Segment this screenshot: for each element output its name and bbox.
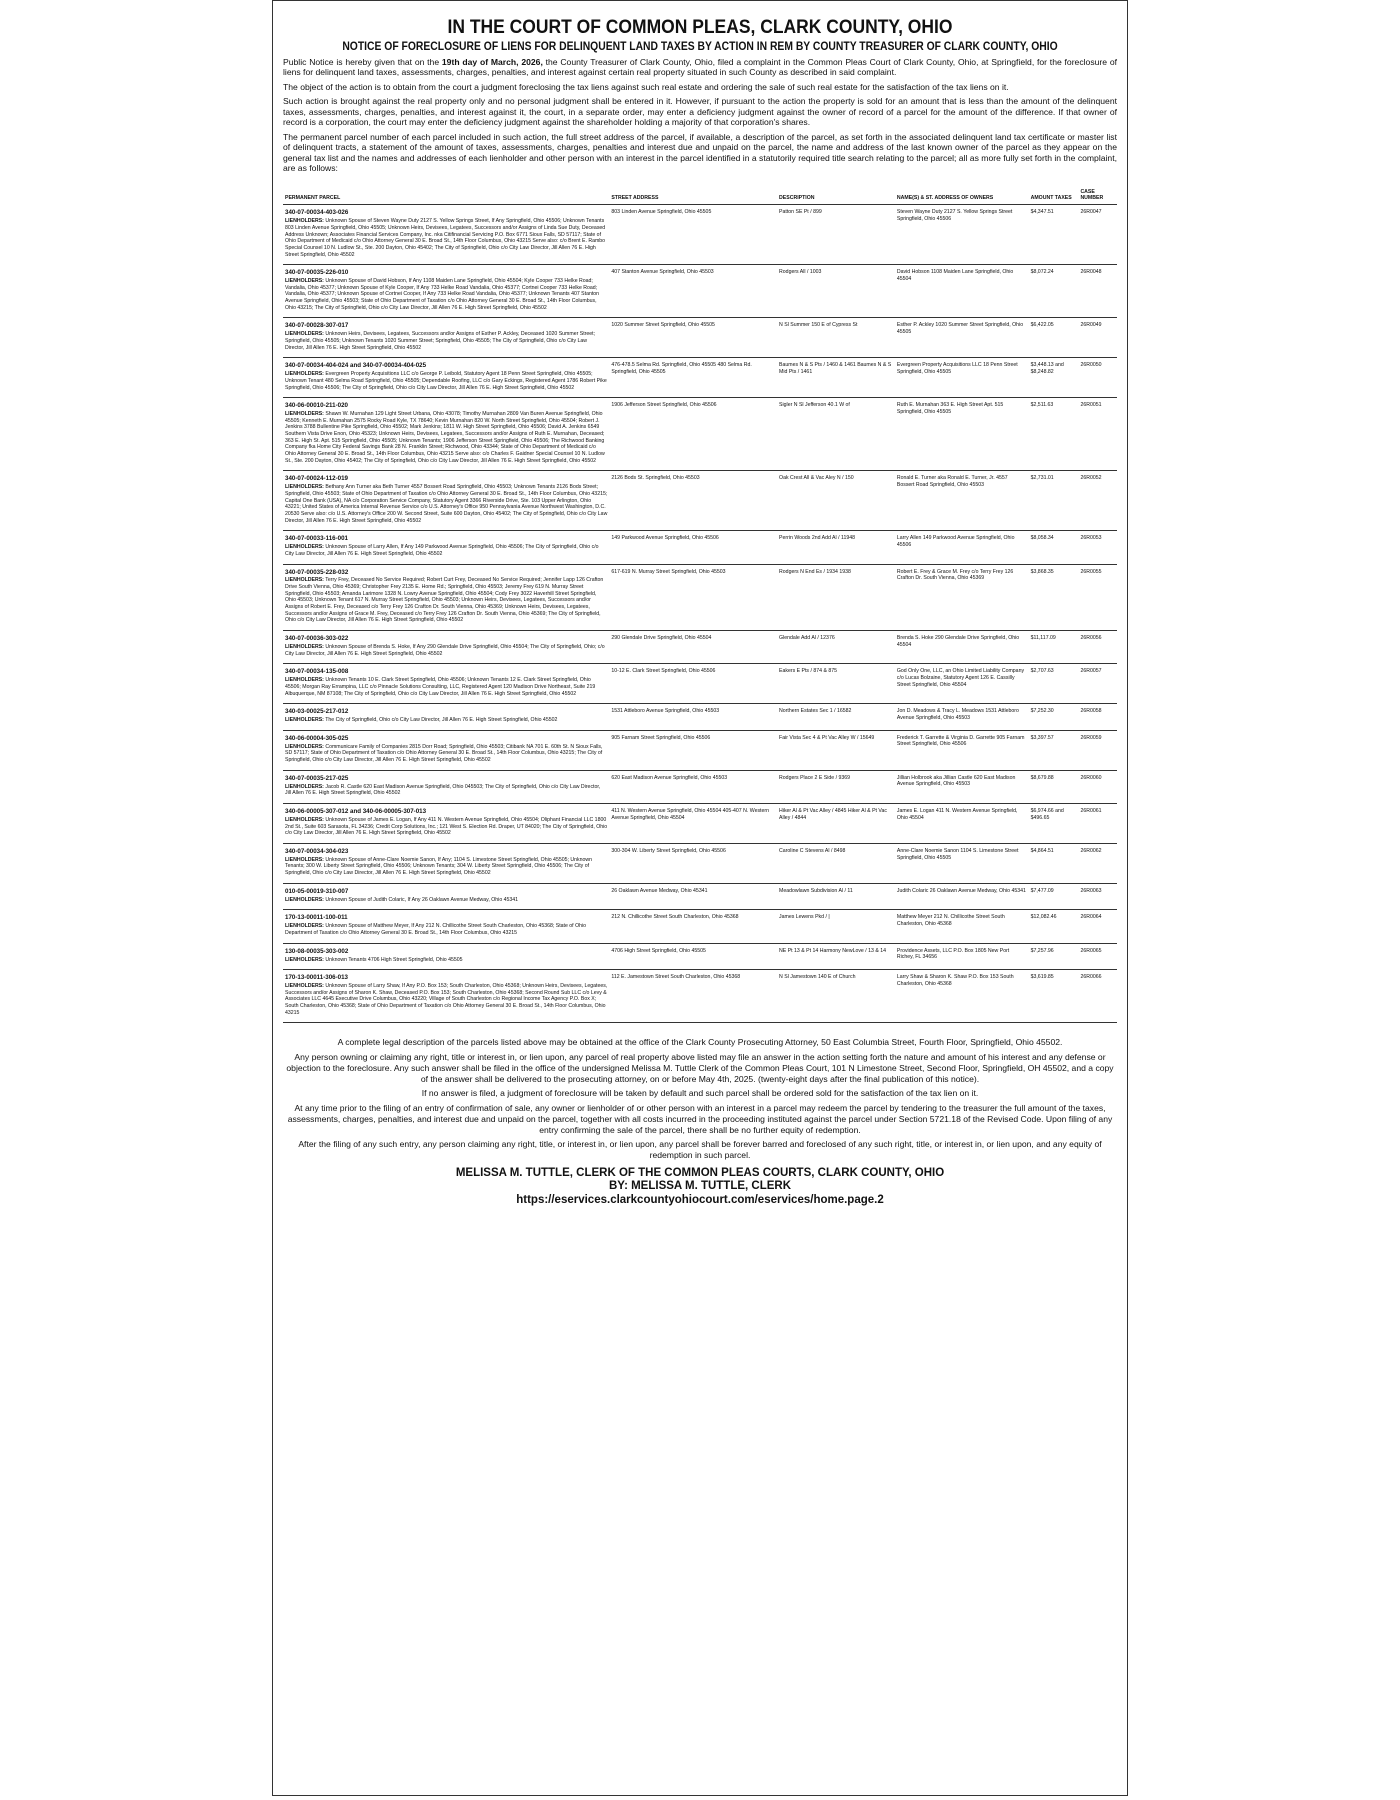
parcel-cell [283,205,609,265]
amount-taxes-cell: $3,397.57 [1029,730,1079,770]
eservices-url[interactable]: https://eservices.clarkcountyohiocourt.com/eservices/home.page.2 [516,1193,884,1206]
description-cell: James Lewens Pkd / | [777,910,895,943]
lienholders-label: LIENHOLDERS: [285,677,324,684]
owner-cell: Providence Assets, LLC P.O. Box 1805 New Port Richey, FL 34656 [895,943,1029,970]
clerk-signature-line-2: BY: MELISSA M. TUTTLE, CLERK [608,1180,792,1193]
lienholders-list: Unknown Spouse of James E. Logan, If Any 411 N. Western Avenue Springfield, Ohio 45504; Oliphant Financial LLC 1800 2nd St., Suite 603 Sarasota, FL 34236; Credit Corp Solutions, Inc.; 121 West S. Election Rd. Draper, UT 84020; The City of Springfield, Ohio c/o City Law Director, Jill Allen 76 E. High Street Springfield, Ohio 45502 [285,816,608,837]
amount-taxes-cell: $8,679.88 [1029,770,1079,803]
lienholders-text [285,218,607,258]
intro-paragraph-1 [283,57,1117,78]
lienholders-text [285,577,607,624]
filing-date: 19th day of March, 2026, [441,57,543,67]
street-address-cell: 10-12 E. Clark Street Springfield, Ohio 45506 [609,664,777,704]
case-number-cell: 26R0052 [1078,471,1117,531]
parcel-number: 340-07-00034-403-026 [285,209,349,217]
parcel-number: 340-07-00024-112-019 [285,475,348,483]
lienholders-list: Bethany Ann Turner aka Beth Turner 4557 Bossert Road Springfield, Ohio 45503; Unknown Tenants 2126 Bods Street; Springfield, Ohio 45503; State of Ohio Department of Taxation c/o Ohio Attorney General 30 E. Broad St., 14th Floor Columbus, Ohio 43215; Capital One Bank (USA), NA c/o Corporation Service Company, Statutory Agent 3366 Riverside Drive, Ste. 103 Upper Arlington, Ohio 43221; United States of America Internal Revenue Service c/o U.S. Attorney's Office 950 Pennsylvania Avenue Northwest Washington, D.C. 20530 Serve also: c/o U.S. Attorney's Office 200 W. Second Street, Suite 600 Dayton, Ohio 45402; The City of Springfield, Ohio c/o City Law Director, Jill Allen 76 E. High Street Springfield, Ohio 45502 [285,484,608,524]
amount-taxes-cell: $2,731.01 [1029,471,1079,531]
street-address-cell: 1906 Jefferson Street Springfield, Ohio 45506 [609,398,777,471]
parcel-number: 130-08-00035-303-002 [285,947,349,955]
amount-taxes-cell: $2,511.63 [1029,398,1079,471]
parcel-number: 340-06-00004-305-025 [285,734,349,742]
owner-cell: Jon D. Meadows & Tracy L. Meadows 1531 Attleboro Avenue Springfield, Ohio 45503 [895,704,1029,731]
lienholders-text [285,278,607,311]
description-cell: Oak Crest All & Vac Aley N / 150 [777,471,895,531]
case-number-cell: 26R0066 [1078,970,1117,1023]
lienholders-list: Evergreen Property Acquisitions LLC c/o George P. Leibold, Statutory Agent 18 Penn Street Springfield, Ohio 45505; Unknown Tenant 480 Selma Road Springfield, Ohio 45505; Dependable Roofing, LLC c/o Gary Eckings, Registered Agent 1786 Robert Pike Springfield, Ohio 45506; The City of Springfield, Ohio c/o City Law Director, Jill Allen 76 E. High Street Springfield, Ohio 45502 [285,371,607,391]
parcel-cell [283,910,609,943]
intro-p1-text-a: Public Notice is hereby given that on the [283,57,442,67]
parcel-cell [283,943,609,970]
footer-paragraph-1: A complete legal description of the parcels listed above may be obtained at the office of the Clark County Prosecuting Attorney, 50 East Columbia Street, Fourth Floor, Springfield, Ohio 45502. [337,1037,1063,1048]
lienholders-label: LIENHOLDERS: [285,218,324,225]
table-row [283,803,1117,843]
parcel-cell [283,265,609,318]
lienholders-text [285,857,607,877]
lienholders-label: LIENHOLDERS: [285,856,324,863]
lienholders-list: Unknown Heirs, Devisees, Legatees, Successors and/or Assigns of Esther P. Ackley, Deceased 1020 Summer Street; Springfield, Ohio 45505; Unknown Tenants 1020 Summer Street; Springfield, Ohio 45505; The City of Springfield, Ohio c/o City Law Director, Jill Allen 76 E. High Street Springfield, Ohio 45502 [285,331,596,351]
parcel-number: 340-07-00034-404-024 and 340-07-00034-404-025 [285,362,427,370]
table-row [283,358,1117,398]
lienholders-text [285,484,607,524]
lienholders-label: LIENHOLDERS: [285,577,324,584]
table-row [283,770,1117,803]
parcel-cell [283,843,609,883]
parcel-number: 340-06-00010-211-020 [285,402,348,410]
lienholders-text [285,331,607,351]
street-address-cell: 1531 Attleboro Avenue Springfield, Ohio 45503 [609,704,777,731]
owner-cell: Ronald E. Turner aka Ronald E. Turner, Jr. 4557 Bossert Road Springfield, Ohio 45503 [895,471,1029,531]
amount-taxes-cell: $6,422.05 [1029,318,1079,358]
description-cell: Glendale Add Al / 12376 [777,631,895,664]
header-description: DESCRIPTION [777,190,895,205]
lienholders-list: Unknown Tenants 4706 High Street Springfield, Ohio 45505 [323,956,463,963]
case-number-cell: 26R0060 [1078,770,1117,803]
table-row [283,205,1117,265]
street-address-cell: 212 N. Chillicothe Street South Charleston, Ohio 45368 [609,910,777,943]
lienholders-text [285,897,607,904]
description-cell: Sigler N Sl Jefferson 40.1 W of [777,398,895,471]
lienholders-list: The City of Springfield, Ohio c/o City Law Director, Jill Allen 76 E. High Street Springfield, Ohio 45502 [323,717,558,724]
table-row [283,730,1117,770]
intro-paragraph-3: Such action is brought against the real property only and no personal judgment shall be entered in it. However, if pursuant to the action the property is sold for an amount that is less than the amount of the delinquent taxes, assessments, charges, penalties, and interest against it, the court, in a separate order, may enter a deficiency judgment against the owner of record of a parcel for the amount of the difference. If that owner of record is a corporation, the court may enter the deficiency judgment against the shareholder holding a majority of that corporation's shares. [283,96,1117,128]
description-cell: NE Pt 13 & Pt 14 Harmony NewLove / 13 & 14 [777,943,895,970]
table-row [283,843,1117,883]
lienholders-label: LIENHOLDERS: [285,544,324,551]
street-address-cell: 1020 Summer Street Springfield, Ohio 45505 [609,318,777,358]
description-cell: Northern Estates Sec 1 / 16582 [777,704,895,731]
header-permanent-parcel: PERMANENT PARCEL [283,190,609,205]
lienholders-list: Terry Frey, Deceased No Service Required; Robert Curt Frey, Deceased No Service Required; Jennifer Lapp 126 Crafton Drive South Vienna, Ohio 45369; Christopher Frey 2135 E. Home Rd.; Springfield, Ohio 45503; Jeremy Frey 619 N. Murray Street Springfield, Ohio 45503; Amanda Larimore 1328 N. Lowry Avenue Springfield, Ohio 45504; Cody Frey 3022 Haverhill Street Springfield, Ohio 45503; Unknown Tenant 617 N. Murray Street Springfield, Ohio 45503; Unknown Heirs, Devisees, Legatees, Successors and/or Assigns of Robert E. Frey, Deceased c/o Terry Frey 126 Crafton Dr. South Vienna, Ohio 45369; Unknown Heirs, Devisees, Legatees, Successors and/or Assigns of Grace M. Frey, Deceased c/o Terry Frey 126 Crafton Dr. South Vienna, Ohio 45369; The City of Springfield, Ohio c/o City Law Director, Jill Allen 76 E. High Street Springfield, Ohio 45502 [285,577,604,624]
lienholders-label: LIENHOLDERS: [285,331,324,338]
street-address-cell: 2126 Bods St. Springfield, Ohio 45503 [609,471,777,531]
lienholders-list: Unknown Spouse of Judith Colaric, If Any 26 Oaklawn Avenue Medway, Ohio 45341 [323,896,519,903]
amount-taxes-cell: $8,072.24 [1029,265,1079,318]
table-row [283,564,1117,631]
lienholders-label: LIENHOLDERS: [285,278,324,285]
owner-cell: Brenda S. Hoke 290 Glendale Drive Springfield, Ohio 45504 [895,631,1029,664]
table-row [283,471,1117,531]
parcel-cell [283,883,609,910]
description-cell: Fair Vista Sec 4 & Pt Vac Alley W / 15649 [777,730,895,770]
owner-cell: Robert E. Frey & Grace M. Frey c/o Terry Frey 126 Crafton Dr. South Vienna, Ohio 45369 [895,564,1029,631]
description-cell: Baumes N & S Pts / 1460 & 1461 Baumes N & S Mid Pts / 1461 [777,358,895,398]
case-number-cell: 26R0055 [1078,564,1117,631]
table-row [283,398,1117,471]
case-number-cell: 26R0061 [1078,803,1117,843]
footer-paragraph-2: Any person owning or claiming any right, title or interest in, or lien upon, any parcel of real property above listed may file an answer in the action setting forth the nature and amount of his interest and any defense or objection to the foreclosure. Any such answer shall be filed in the office of the undersigned Melissa M. Tuttle Clerk of the Common Pleas Court, 101 N Limestone Street, Second Floor, Springfield, OH 45502, and a copy of the answer shall be delivered to the prosecuting attorney, on or before May 4th, 2025. (twenty-eight days after the final publication of this notice). [286,1052,1114,1084]
owner-cell: Anne-Clare Noemie Sanon 1104 S. Limestone Street Springfield, Ohio 45505 [895,843,1029,883]
description-cell: Perrin Woods 2nd Add Al / 11948 [777,531,895,564]
clerk-signature-line-1: MELISSA M. TUTTLE, CLERK OF THE COMMON PLEAS COURTS, CLARK COUNTY, OHIO [455,1166,945,1179]
lienholders-label: LIENHOLDERS: [285,411,324,418]
case-number-cell: 26R0063 [1078,883,1117,910]
lienholders-list: Unknown Tenants 10 E. Clark Street Springfield, Ohio 45506; Unknown Tenants 12 E. Clark Street Springfield, Ohio 45506; Morgan Ray Errampina, LLC c/o Pinnacle Solutions Consulting, LLC, Registered Agent 120 Madison Drive Northeast, Suite 219 Albuquerque, NM 87108; The City of Springfield, Ohio c/o City Law Director, Jill Allen 76 E. High Street Springfield, Ohio 45502 [285,677,596,697]
amount-taxes-cell: $2,707.63 [1029,664,1079,704]
intro-p1-text-b: the County Treasurer of Clark County, Ohio, filed a complaint in the Common Pleas Court of Clark County, Ohio, at Springfield, for the foreclosure of liens for delinquent land taxes, assessments, charges, penalties, and interest against certain real property situated in such County as described in said complaint. [283,57,1117,78]
parcel-number: 340-07-00034-135-008 [285,668,349,676]
description-cell: Rodgers Place 2 E Side / 9369 [777,770,895,803]
lienholders-list: Unknown Spouse of Steven Wayne Duty 2127 S. Yellow Springs Street, If Any Springfield, Ohio 45506; Unknown Tenants 803 Linden Avenue Springfield, Ohio 45505; Unknown Heirs, Devisees, Legatees, Successors and/or Assigns of Linda Sue Duty, Deceased Address Unknown; Associates Financial Services Company, Inc. nka Citifinancial Servicing P.O. Box 6771 Sioux Falls, SD 57117; State of Ohio Department of Medicaid c/o Ohio Attorney General 30 E. Broad St., 14th Floor Columbus, Ohio 43215 Serve also: c/o Brent E. Rambo Special Counsel 10 N. Ludlow St., Ste. 200 Dayton, Ohio 45402; The City of Springfield, Ohio c/o City Law Director, Jill Allen 76 E. High Street Springfield, Ohio 45502 [285,218,606,258]
lienholders-list: Shawn W. Murnahan 129 Light Street Urbana, Ohio 43078; Timothy Murnahan 2809 Van Buren Avenue Springfield, Ohio 45505; Kenneth E. Murnahan 2575 Rocky Road Kyle, TX 78640; Kevin Murnahan 820 W. North Street Springfield, Ohio 45504; Robert J. Jenkins 3788 Bullentine Pike Springfield, Ohio 45502; Mark Jenkins; 1811 W. High Street Springfield, Ohio 45506; David A. Jenkins 6549 Southern Vista Drive Enon, Ohio 45323; Unknown Heirs, Devisees, Legatees, Successors and/or Assigns of Ruth E. Murnahan, Deceased; 363 E. High St. Apt. 515 Springfield, Ohio 45505; Unknown Tenants; 1906 Jefferson Street Springfield, Ohio 45506; The Richwood Banking Company fka Home City Federal Savings Bank 28 N. Franklin Street; Richwood, Ohio 43344; State of Ohio Department of Medicaid c/o Ohio Attorney General 30 E. Broad St., 14th Floor Columbus, Ohio 43215 Serve also: c/o Charles F. Gaidner Special Counsel 10 N. Ludlow St., Ste. 200 Dayton, Ohio 45402; The City of Springfield, Ohio c/o City Law Director, Jill Allen 76 E. High Street Springfield, Ohio 45502 [285,411,605,464]
lienholders-label: LIENHOLDERS: [285,371,324,378]
lienholders-text [285,544,607,557]
description-cell: Rodgers All / 1003 [777,265,895,318]
owner-cell: Steven Wayne Duty 2127 S. Yellow Springs Street Springfield, Ohio 45506 [895,205,1029,265]
case-number-cell: 26R0047 [1078,205,1117,265]
street-address-cell: 617-619 N. Murray Street Springfield, Ohio 45503 [609,564,777,631]
street-address-cell: 620 East Madison Avenue Springfield, Ohio 45503 [609,770,777,803]
case-number-cell: 26R0053 [1078,531,1117,564]
table-row [283,910,1117,943]
table-header-row [283,190,1117,205]
lienholders-list: Unknown Spouse of Anne-Clare Noemie Sanon, If Any; 1104 S. Limestone Street Springfield, Ohio 45505; Unknown Tenants; 300 W. Liberty Street Springfield, Ohio 45506; Unknown Tenants; 304 W. Liberty Street Springfield, Ohio 45506; The City of Springfield, Ohio c/o City Law Director, Jill Allen 76 E. High Street Springfield, Ohio 45502 [285,856,592,877]
lienholders-label: LIENHOLDERS: [285,956,324,963]
table-row [283,883,1117,910]
owner-cell: Evergreen Property Acquisitions LLC 18 Penn Street Springfield, Ohio 45505 [895,358,1029,398]
description-cell: Hiker Al & Pt Vac Alley / 4845 Hiker Al & Pt Vac Alley / 4844 [777,803,895,843]
lienholders-text [285,923,607,936]
parcel-cell [283,970,609,1023]
parcel-cell [283,398,609,471]
lienholders-list: Unknown Spouse of David Hobson, If Any 1108 Maiden Lane Springfield, Ohio 45504; Kyle Cooper 733 Helke Road; Vandalia, Ohio 45377; Unknown Spouse of Kyle Cooper, If Any 733 Helke Road Vandalia, Ohio 45377; Cortnei Cooper 733 Helke Road; Vandalia, Ohio 45377; Unknown Spouse of Cortnei Cooper, If Any 733 Helke Road Vandalia, Ohio 45377; Unknown Tenants 407 Stanton Avenue Springfield, Ohio 45503; State of Ohio Department of Taxation c/o Ohio Attorney General 30 E. Broad St., 14th Floor Columbus, Ohio 43215; The City of Springfield, Ohio c/o City Law Director, Jill Allen 76 E. High Street Springfield, Ohio 45502 [285,278,600,311]
lienholders-text [285,957,607,964]
street-address-cell: 476-478.5 Selma Rd. Springfield, Ohio 45505 480 Selma Rd. Springfield, Ohio 45505 [609,358,777,398]
owner-cell: Jillian Holbrook aka Jillian Castle 620 East Madison Avenue Springfield, Ohio 45503 [895,770,1029,803]
lienholders-label: LIENHOLDERS: [285,923,324,930]
case-number-cell: 26R0050 [1078,358,1117,398]
lienholders-text [285,717,607,724]
footer-paragraph-5: After the filing of any such entry, any person claiming any right, title, or interest in, or lien upon, any parcel shall be forever barred and foreclosed of any such right, title, or interest in, or lien upon, and any equity of redemption in such parcel. [298,1139,1102,1161]
notice-footer [283,1037,1117,1207]
lienholders-label: LIENHOLDERS: [285,896,324,903]
header-street-address: STREET ADDRESS [609,190,777,205]
description-cell: Meadowlawn Subdivision Al / 11 [777,883,895,910]
parcel-number: 340-07-00034-304-023 [285,847,349,855]
parcel-cell [283,318,609,358]
parcel-number: 340-07-00028-307-017 [285,322,349,330]
lienholders-text [285,817,607,837]
amount-taxes-cell: $3,868.35 [1029,564,1079,631]
owner-cell: Larry Shaw & Sharon K. Shaw P.O. Box 153 South Charleston, Ohio 45368 [895,970,1029,1023]
parcels-table [283,190,1117,1024]
header-case-number: CASE NUMBER [1078,190,1117,205]
case-number-cell: 26R0057 [1078,664,1117,704]
description-cell: Eakers E Pts / 874 & 875 [777,664,895,704]
header-owners: NAME(S) & ST. ADDRESS OF OWNERS [895,190,1029,205]
description-cell: Caroline C Stevens Al / 8498 [777,843,895,883]
amount-taxes-cell: $12,082.46 [1029,910,1079,943]
parcel-cell [283,803,609,843]
case-number-cell: 26R0065 [1078,943,1117,970]
parcels-table-body [283,205,1117,1023]
notice-subtitle: NOTICE OF FORECLOSURE OF LIENS FOR DELINQUENT LAND TAXES BY ACTION IN REM BY COUNTY TREASURER OF CLARK COUNTY, OHIO [342,41,1058,53]
table-row [283,531,1117,564]
parcel-cell [283,631,609,664]
court-title: IN THE COURT OF COMMON PLEAS, CLARK COUNTY, OHIO [447,17,953,38]
clerk-signature-block [283,1167,1117,1208]
lienholders-label: LIENHOLDERS: [285,643,324,650]
parcel-cell [283,730,609,770]
lienholders-list: Communicare Family of Companies 2815 Dorr Road; Springfield, Ohio 45503; Citibank NA 701 E. 60th St. N Sioux Falls, SD 57117; State of Ohio Department of Taxation c/o Ohio Attorney General 30 E. Broad St., 14th Floor Columbus, Ohio 43215; The City of Springfield, Ohio c/o City Law Director, Jill Allen 76 E. High Street Springfield, Ohio 45502 [285,743,603,764]
case-number-cell: 26R0058 [1078,704,1117,731]
street-address-cell: 803 Linden Avenue Springfield, Ohio 45505 [609,205,777,265]
lienholders-text [285,411,607,464]
table-row [283,664,1117,704]
description-cell: N Sl Summer 150 E of Cypress St [777,318,895,358]
footer-paragraph-3: If no answer is filed, a judgment of foreclosure will be taken by default and such parcel shall be ordered sold for the satisfaction of the tax lien on it. [421,1088,979,1099]
parcel-number: 170-13-00011-306-013 [285,974,348,982]
lienholders-list: Unknown Spouse of Matthew Meyer, If Any 212 N. Chillicothe Street South Charleston, Ohio 45368; State of Ohio Department of Taxation c/o Ohio Attorney General 30 E. Broad St., 14th Floor Columbus, Ohio 43215 [285,923,587,936]
intro-paragraph-2: The object of the action is to obtain from the court a judgment foreclosing the tax liens against such real estate and ordering the sale of such real estate for the satisfaction of the tax liens on it. [283,81,1009,92]
amount-taxes-cell: $11,117.09 [1029,631,1079,664]
owner-cell: Larry Allen 149 Parkwood Avenue Springfield, Ohio 45506 [895,531,1029,564]
lienholders-label: LIENHOLDERS: [285,783,324,790]
street-address-cell: 112 E. Jamestown Street South Charleston, Ohio 45368 [609,970,777,1023]
lienholders-list: Unknown Spouse of Brenda S. Hoke, If Any 290 Glendale Drive Springfield, Ohio 45504; The City of Springfield, Ohio; c/o City Law Director, Jill Allen 76 E. High Street Springfield, Ohio 45502 [285,643,605,657]
lienholders-text [285,744,607,764]
case-number-cell: 26R0049 [1078,318,1117,358]
amount-taxes-cell: $4,864.51 [1029,843,1079,883]
street-address-cell: 407 Stanton Avenue Springfield, Ohio 45503 [609,265,777,318]
owner-cell: Ruth E. Murnahan 363 E. High Street Apt. 515 Springfield, Ohio 45505 [895,398,1029,471]
table-row [283,970,1117,1023]
street-address-cell: 300-304 W. Liberty Street Springfield, Ohio 45506 [609,843,777,883]
lienholders-label: LIENHOLDERS: [285,816,324,823]
lienholders-list: Unknown Spouse of Larry Allen, If Any 149 Parkwood Avenue Springfield, Ohio 45506; The City of Springfield, Ohio c/o City Law Director, Jill Allen 76 E. High Street Springfield, Ohio 45502 [285,544,599,557]
parcel-cell [283,664,609,704]
owner-cell: Matthew Meyer 212 N. Chillicothe Street South Charleston, Ohio 45368 [895,910,1029,943]
lienholders-list: Unknown Spouse of Larry Shaw, If Any P.O. Box 153; South Charleston, Ohio 45368; Unknown Heirs, Devisees, Legatees, Successors and/or Assigns of Sharon K. Shaw, Deceased P.O. Box 153; South Charleston, Ohio 45368; Second Round Sub LLC c/o Levy & Associates LLC 4645 Executive Drive Columbus, Ohio 43220; Village of South Charleston c/o Regional Income Tax Agency P.O. Box X; South Charleston, Ohio 45368; State of Ohio Department of Taxation c/o Ohio Attorney General 30 E. Broad St., 14th Floor Columbus, Ohio 43215 [285,983,608,1016]
owner-cell: Frederick T. Garrette & Virginia D. Garrette 905 Farnam Street Springfield, Ohio 45506 [895,730,1029,770]
description-cell: Rodgers N End Es / 1934 1938 [777,564,895,631]
lienholders-text [285,983,607,1016]
case-number-cell: 26R0059 [1078,730,1117,770]
street-address-cell: 4706 High Street Springfield, Ohio 45505 [609,943,777,970]
owner-cell: James E. Logan 411 N. Western Avenue Springfield, Ohio 45504 [895,803,1029,843]
case-number-cell: 26R0051 [1078,398,1117,471]
parcel-cell [283,770,609,803]
parcel-number: 340-07-00035-228-032 [285,568,349,576]
parcel-number: 340-03-00025-217-012 [285,708,349,716]
intro-paragraph-4: The permanent parcel number of each parcel included in such action, the full street address of the parcel, if available, a description of the parcel, as set forth in the associated delinquent land tax certificate or master list of delinquent tracts, a statement of the amount of taxes, assessments, charges, penalties and interest due and unpaid on the parcel, the name and address of the last known owner of the parcel as they appear on the general tax list and the names and addresses of each lienholder and other person with an interest in the parcel identified in a statutorily required title search relating to the parcel; all as more fully set forth in the complaint, are as follows: [283,131,1117,174]
owner-cell: David Hobson 1108 Maiden Lane Springfield, Ohio 45504 [895,265,1029,318]
parcel-number: 340-06-00005-307-012 and 340-06-00005-307-013 [285,807,427,815]
parcel-cell [283,704,609,731]
lienholders-label: LIENHOLDERS: [285,717,324,724]
parcel-cell [283,471,609,531]
legal-notice-page [272,0,1128,1796]
parcel-number: 170-13-00011-100-011 [285,914,348,922]
street-address-cell: 149 Parkwood Avenue Springfield, Ohio 45506 [609,531,777,564]
street-address-cell: 905 Farnam Street Springfield, Ohio 45506 [609,730,777,770]
lienholders-text [285,677,607,697]
case-number-cell: 26R0064 [1078,910,1117,943]
case-number-cell: 26R0056 [1078,631,1117,664]
header-amount-taxes: AMOUNT TAXES [1029,190,1079,205]
parcel-number: 340-07-00033-116-001 [285,535,348,543]
owner-cell: God Only One, LLC, an Ohio Limited Liability Company c/o Lucas Bolzaine, Statutory Agent 126 E. Cassilly Street Springfield, Ohio 45504 [895,664,1029,704]
table-row [283,704,1117,731]
parcel-number: 010-05-00019-310-007 [285,887,349,895]
amount-taxes-cell: $4,347.51 [1029,205,1079,265]
amount-taxes-cell: $8,058.34 [1029,531,1079,564]
description-cell: Patton SE Pt / 899 [777,205,895,265]
table-row [283,631,1117,664]
description-cell: N Sl Jamestown 140 E of Church [777,970,895,1023]
table-row [283,265,1117,318]
case-number-cell: 26R0048 [1078,265,1117,318]
lienholders-label: LIENHOLDERS: [285,743,324,750]
parcel-number: 340-07-00035-217-025 [285,774,349,782]
amount-taxes-cell: $7,477.09 [1029,883,1079,910]
amount-taxes-cell: $6,974.66 and $496.65 [1029,803,1079,843]
amount-taxes-cell: $7,252.30 [1029,704,1079,731]
owner-cell: Esther P. Ackley 1020 Summer Street Springfield, Ohio 45505 [895,318,1029,358]
parcel-cell [283,564,609,631]
footer-paragraph-4: At any time prior to the filing of an entry of confirmation of sale, any owner or lienholder of or other person with an interest in a parcel may redeem the parcel by tendering to the treasurer the full amount of the taxes, assessments, charges, penalties, and interest due and unpaid on the parcel, together with all costs incurred in the proceeding instituted against the parcel under Section 5721.18 of the Revised Code. Upon filing of any entry confirming the sale of the parcel, there shall be no further equity of redemption. [287,1103,1113,1135]
table-row [283,943,1117,970]
parcel-number: 340-07-00035-226-010 [285,269,349,277]
lienholders-label: LIENHOLDERS: [285,484,324,491]
parcel-cell [283,531,609,564]
parcel-number: 340-07-00036-303-022 [285,635,349,643]
owner-cell: Judith Colaric 26 Oaklawn Avenue Medway, Ohio 45341 [895,883,1029,910]
lienholders-list: Jacob R. Castle 620 East Madison Avenue Springfield, Ohio 045503; The City of Springfield, Ohio c/o City Law Director, Jill Allen 76 E. High Street Springfield, Ohio 45502 [285,783,601,797]
table-row [283,318,1117,358]
lienholders-text [285,784,607,797]
amount-taxes-cell: $3,448.13 and $8,248.82 [1029,358,1079,398]
street-address-cell: 26 Oaklawn Avenue Medway, Ohio 45341 [609,883,777,910]
lienholders-text [285,644,607,657]
street-address-cell: 290 Glendale Drive Springfield, Ohio 45504 [609,631,777,664]
parcel-cell [283,358,609,398]
amount-taxes-cell: $7,257.96 [1029,943,1079,970]
lienholders-label: LIENHOLDERS: [285,983,324,990]
street-address-cell: 411 N. Western Avenue Springfield, Ohio 45504 405-407 N. Western Avenue Springfield, Ohio 45504 [609,803,777,843]
lienholders-text [285,371,607,391]
case-number-cell: 26R0062 [1078,843,1117,883]
amount-taxes-cell: $3,619.85 [1029,970,1079,1023]
